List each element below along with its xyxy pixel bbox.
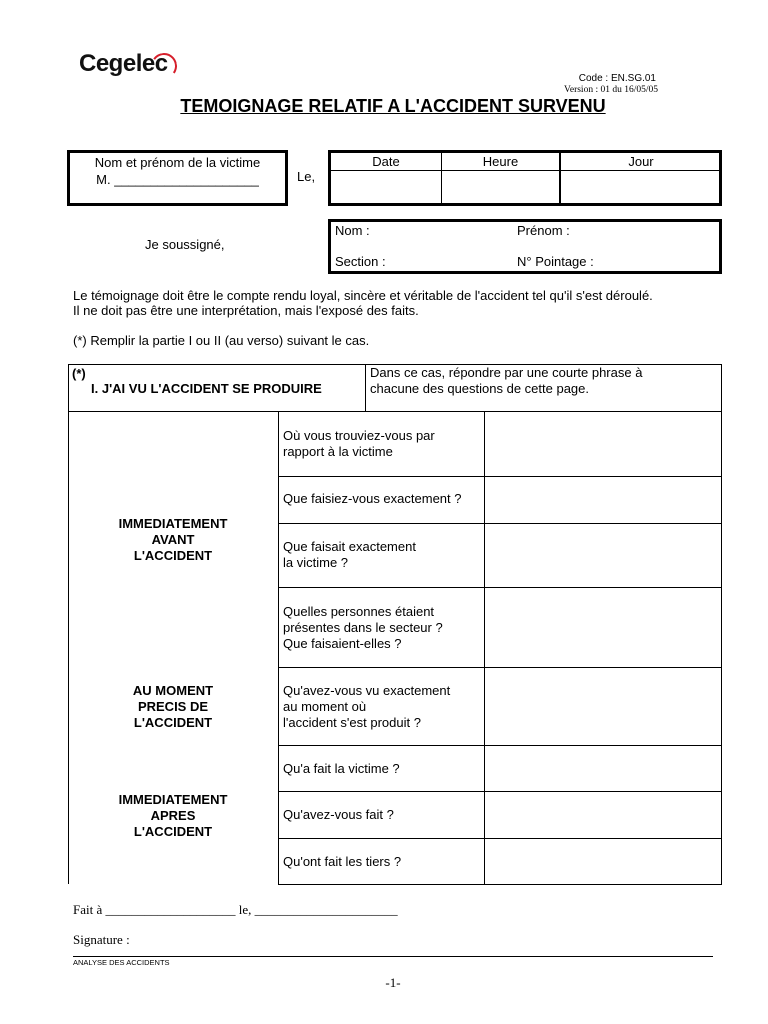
date-header: Date: [331, 153, 441, 171]
testimony-table: [68, 364, 721, 884]
instruction-line-1: Le témoignage doit être le compte rendu loyal, sincère et véritable de l'accident tel qu'il s'est déroulé.: [73, 288, 653, 303]
section-after: IMMEDIATEMENT APRES L'ACCIDENT: [118, 792, 228, 839]
section-field[interactable]: Section :: [335, 254, 386, 269]
heure-header: Heure: [442, 153, 559, 171]
page-number: -1-: [385, 975, 401, 990]
witness-identity-box: [328, 219, 722, 274]
answer-2[interactable]: [485, 477, 721, 523]
section-before: IMMEDIATEMENT AVANT L'ACCIDENT: [118, 516, 228, 563]
victim-label: Nom et prénom de la victime: [94, 155, 261, 170]
soussigne-label: Je soussigné,: [145, 237, 225, 252]
answer-1[interactable]: [485, 412, 721, 476]
instruction-line-2: Il ne doit pas être une interprétation, mais l'exposé des faits.: [73, 303, 419, 318]
document-version: Version : 01 du 16/05/05: [564, 85, 658, 95]
question-8: Qu'ont fait les tiers ?: [283, 854, 402, 869]
answer-5[interactable]: [485, 668, 721, 745]
question-1: Où vous trouviez-vous par rapport à la victime: [283, 428, 435, 459]
footer-divider: [73, 956, 713, 957]
footer-label: ANALYSE DES ACCIDENTS: [73, 958, 170, 967]
date-input[interactable]: [331, 171, 441, 203]
jour-header: Jour: [561, 153, 721, 171]
victim-name-field[interactable]: M. ____________________: [96, 172, 259, 187]
signature-label: Signature :: [73, 932, 130, 947]
answer-4[interactable]: [485, 588, 721, 667]
section-moment: AU MOMENT PRECIS DE L'ACCIDENT: [132, 683, 214, 730]
company-logo: [79, 50, 168, 78]
question-4: Quelles personnes étaient présentes dans le secteur ? Que faisaient-elles ?: [283, 604, 443, 651]
instruction-line-3: (*) Remplir la partie I ou II (au verso) suivant le cas.: [73, 333, 370, 348]
question-2: Que faisiez-vous exactement ?: [283, 491, 462, 506]
question-5: Qu'avez-vous vu exactement au moment où l'accident s'est produit ?: [283, 683, 451, 730]
note-line-2: chacune des questions de cette page.: [370, 381, 589, 396]
answer-6[interactable]: [485, 746, 721, 791]
question-3: Que faisait exactement la victime ?: [283, 539, 416, 570]
part-title: I. J'AI VU L'ACCIDENT SE PRODUIRE: [91, 381, 322, 396]
logo-text: Cegelec: [79, 50, 168, 77]
prenom-field[interactable]: Prénom :: [517, 223, 570, 238]
answer-7[interactable]: [485, 792, 721, 838]
asterisk-marker: (*): [72, 366, 86, 381]
document-code: Code : EN.SG.01: [578, 73, 656, 84]
question-6: Qu'a fait la victime ?: [283, 761, 400, 776]
pointage-field[interactable]: N° Pointage :: [517, 254, 594, 269]
fait-a-field[interactable]: Fait à ____________________ le, ______________________: [73, 902, 398, 917]
page-title: TEMOIGNAGE RELATIF A L'ACCIDENT SURVENU: [180, 96, 606, 116]
date-table: [328, 150, 722, 206]
question-7: Qu'avez-vous fait ?: [283, 807, 394, 822]
jour-input[interactable]: [561, 171, 719, 203]
answer-8[interactable]: [485, 839, 721, 884]
heure-input[interactable]: [442, 171, 558, 203]
le-label: Le,: [297, 169, 316, 184]
victim-box: [67, 150, 288, 206]
note-line-1: Dans ce cas, répondre par une courte phrase à: [370, 365, 643, 380]
nom-field[interactable]: Nom :: [335, 223, 370, 238]
answer-3[interactable]: [485, 524, 721, 587]
